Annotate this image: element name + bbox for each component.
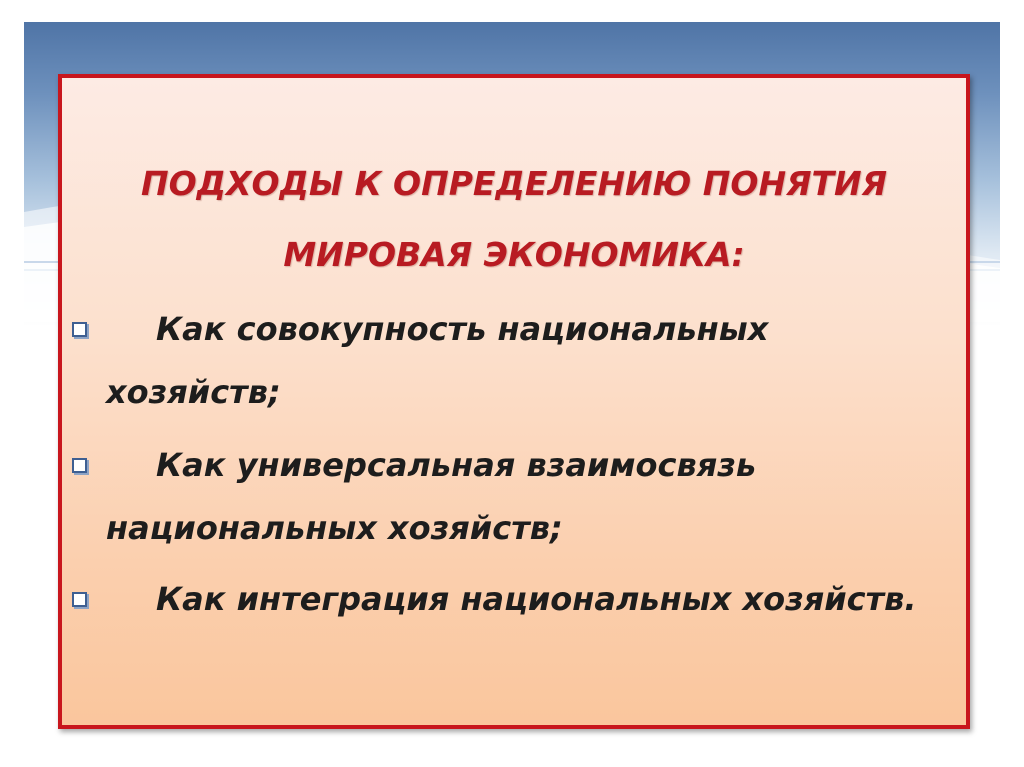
square-bullet-icon <box>72 458 87 473</box>
square-bullet-icon <box>72 592 87 607</box>
bullet-text: Как универсальная взаимосвязь национальных хозяйств; <box>106 446 757 547</box>
content-panel <box>58 74 970 729</box>
bullet-text: Как совокупность национальных хозяйств; <box>106 310 769 411</box>
slide <box>24 22 1000 747</box>
square-bullet-icon <box>72 322 87 337</box>
bullet-text: Как интеграция национальных хозяйств. <box>156 580 917 618</box>
slide-title-line-2: МИРОВАЯ ЭКОНОМИКА: <box>283 235 745 274</box>
slide-title-line-1: ПОДХОДЫ К ОПРЕДЕЛЕНИЮ ПОНЯТИЯ <box>140 164 888 203</box>
